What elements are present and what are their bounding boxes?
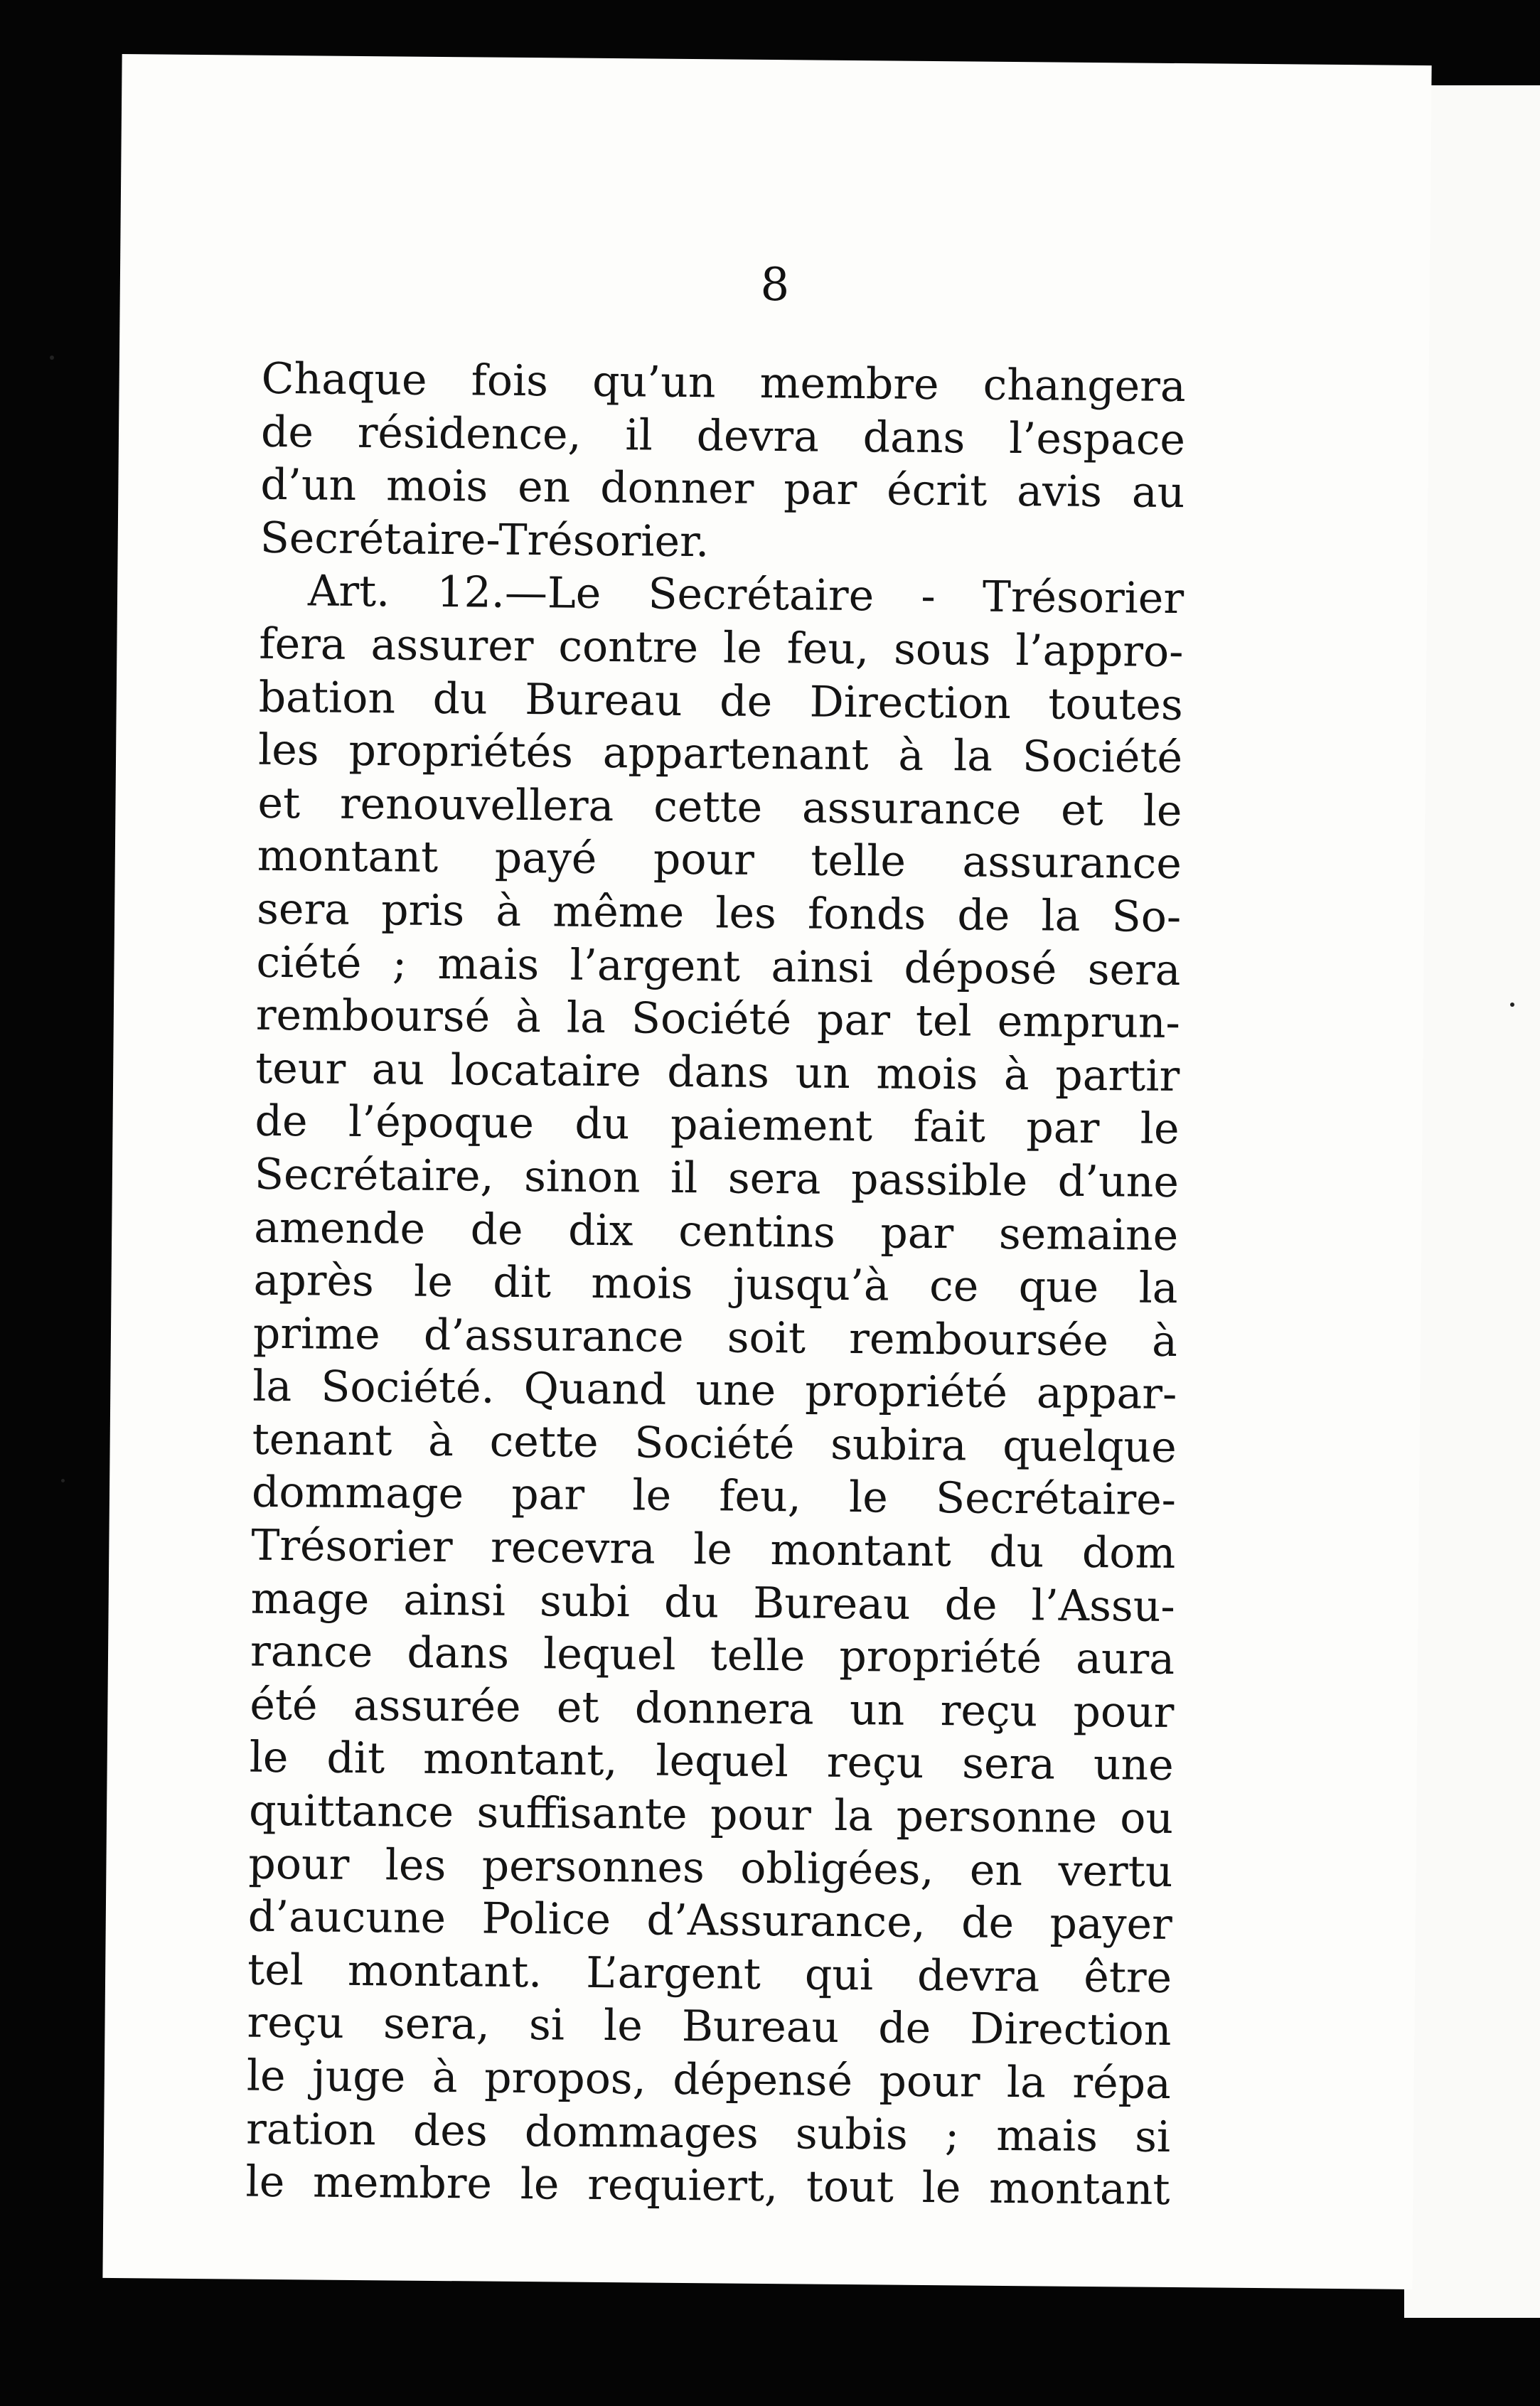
- text-line: Trésorier recevra le montant du dom: [251, 1520, 1176, 1579]
- page-number: 8: [760, 258, 790, 312]
- text-line: le juge à propos, dépensé pour la répa: [246, 2051, 1172, 2110]
- text-line: le membre le requiert, tout le montant: [245, 2156, 1170, 2215]
- body-text: [245, 353, 1186, 2217]
- text-line: bation du Bureau de Direction toutes: [258, 672, 1184, 730]
- article-heading-line: Art. 12.—Le Secrétaire - Trésorier: [307, 566, 1185, 624]
- text-line: d’aucune Police d’Assurance, de payer: [247, 1891, 1173, 1950]
- text-line: montant payé pour telle assurance: [257, 831, 1182, 889]
- text-line: été assurée et donnera un reçu pour: [250, 1679, 1175, 1738]
- scan-speck: [50, 355, 54, 360]
- book-page: [102, 54, 1431, 2289]
- scan-speck: [61, 1479, 65, 1482]
- text-line: Secrétaire, sinon il sera passible d’une: [254, 1149, 1180, 1207]
- text-line: teur au locataire dans un mois à partir: [255, 1043, 1180, 1101]
- text-line: ciété ; mais l’argent ainsi déposé sera: [256, 937, 1181, 995]
- text-line: dommage par le feu, le Secrétaire-: [251, 1467, 1177, 1526]
- text-line: fera assurer contre le feu, sous l’appro-: [259, 619, 1184, 678]
- text-line: amende de dix centins par semaine: [253, 1202, 1179, 1261]
- text-line: et renouvellera cette assurance et le: [257, 778, 1182, 836]
- text-line: le dit montant, lequel reçu sera une: [249, 1733, 1175, 1791]
- text-line: d’un mois en donner par écrit avis au: [260, 459, 1185, 518]
- text-line: après le dit mois jusqu’à ce que la: [253, 1255, 1178, 1314]
- text-line: quittance suffisante pour la personne ou: [248, 1785, 1174, 1844]
- text-line: tel montant. L’argent qui devra être: [247, 1945, 1172, 2003]
- text-line: sera pris à même les fonds de la So-: [256, 884, 1182, 943]
- text-line: ration des dommages subis ; mais si: [245, 2104, 1171, 2162]
- text-line: Chaque fois qu’un membre changera: [261, 353, 1186, 412]
- scan-speck: [1510, 1002, 1514, 1007]
- text-line: pour les personnes obligées, en vertu: [248, 1839, 1173, 1897]
- text-line: prime d’assurance soit remboursée à: [252, 1308, 1178, 1367]
- text-line: Secrétaire-Trésorier.: [260, 513, 710, 567]
- text-line: mage ainsi subi du Bureau de l’Assu-: [250, 1573, 1175, 1632]
- text-line: tenant à cette Société subira quelque: [252, 1414, 1177, 1472]
- text-line: rance dans lequel telle propriété aura: [250, 1626, 1175, 1685]
- text-line: de résidence, il devra dans l’espace: [260, 407, 1186, 465]
- text-line: de l’époque du paiement fait par le: [255, 1096, 1180, 1155]
- text-line: remboursé à la Société par tel emprun-: [255, 990, 1181, 1049]
- text-line: reçu sera, si le Bureau de Direction: [247, 1998, 1172, 2056]
- text-line: la Société. Quand une propriété appar-: [252, 1361, 1177, 1420]
- text-line: les propriétés appartenant à la Société: [257, 725, 1183, 784]
